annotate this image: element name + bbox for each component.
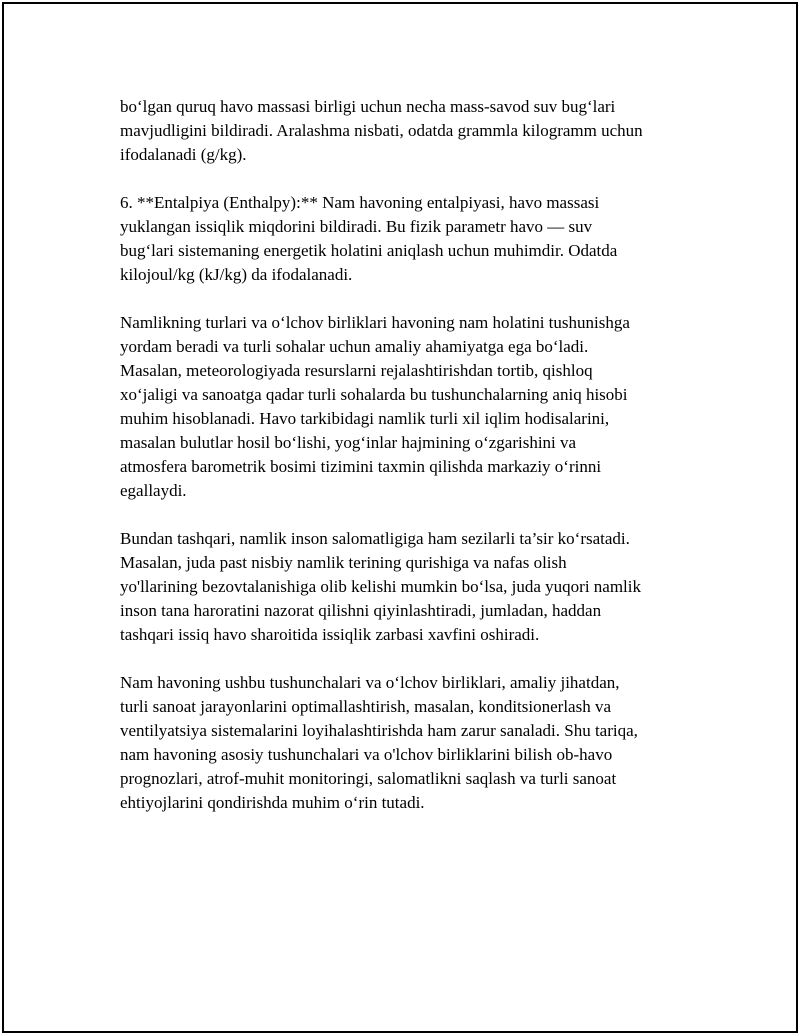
text-line: 6. **Entalpiya (Enthalpy):** Nam havoning entalpiyasi, havo massasi <box>120 193 600 212</box>
text-line: inson tana haroratini nazorat qilishni qiyinlashtiradi, jumladan, haddan <box>120 601 602 620</box>
text-line: Masalan, meteorologiyada resurslarni rejalashtirishdan tortib, qishloq <box>120 361 593 380</box>
text-line: prognozlari, atrof-muhit monitoringi, salomatlikni saqlash va turli sanoat <box>120 769 617 788</box>
text-line: yordam beradi va turli sohalar uchun amaliy ahamiyatga ega bo‘ladi. <box>120 337 589 356</box>
text-line: mavjudligini bildiradi. Aralashma nisbati, odatda grammla kilogramm uchun <box>120 121 643 140</box>
text-line: turli sanoat jarayonlarini optimallashtirish, masalan, konditsionerlash va <box>120 697 611 716</box>
text-line: ehtiyojlarini qondirishda muhim o‘rin tutadi. <box>120 793 425 812</box>
paragraph-conclusion <box>120 671 700 815</box>
text-line: egallaydi. <box>120 481 187 500</box>
text-line: nam havoning asosiy tushunchalari va o'lchov birliklarini bilish ob-havo <box>120 745 613 764</box>
paragraph-enthalpy <box>120 191 700 287</box>
text-line: Namlikning turlari va o‘lchov birliklari havoning nam holatini tushunishga <box>120 313 630 332</box>
text-line: masalan bulutlar hosil bo‘lishi, yog‘inlar hajmining o‘zgarishini va <box>120 433 577 452</box>
text-line: yo'llarining bezovtalanishiga olib kelishi mumkin bo‘lsa, juda yuqori namlik <box>120 577 642 596</box>
text-line: yuklangan issiqlik miqdorini bildiradi. Bu fizik parametr havo — suv <box>120 217 593 236</box>
document-body <box>120 95 700 839</box>
paragraph-mixing-ratio <box>120 95 700 167</box>
text-line: atmosfera barometrik bosimi tizimini taxmin qilishda markaziy o‘rinni <box>120 457 602 476</box>
text-line: kilojoul/kg (kJ/kg) da ifodalanadi. <box>120 265 353 284</box>
text-line: xo‘jaligi va sanoatga qadar turli sohalarda bu tushunchalarning aniq hisobi <box>120 385 628 404</box>
paragraph-humidity-types <box>120 311 700 503</box>
text-line: ventilyatsiya sistemalarini loyihalashtirishda ham zarur sanaladi. Shu tariqa, <box>120 721 638 740</box>
text-line: Masalan, juda past nisbiy namlik terining qurishiga va nafas olish <box>120 553 567 572</box>
text-line: ifodalanadi (g/kg). <box>120 145 247 164</box>
text-line: tashqari issiq havo sharoitida issiqlik zarbasi xavfini oshiradi. <box>120 625 540 644</box>
text-line: Bundan tashqari, namlik inson salomatligiga ham sezilarli ta’sir ko‘rsatadi. <box>120 529 630 548</box>
text-line: bug‘lari sistemaning energetik holatini aniqlash uchun muhimdir. Odatda <box>120 241 618 260</box>
text-line: muhim hisoblanadi. Havo tarkibidagi namlik turli xil iqlim hodisalarini, <box>120 409 610 428</box>
text-line: bo‘lgan quruq havo massasi birligi uchun necha mass-savod suv bug‘lari <box>120 97 616 116</box>
page <box>2 2 798 1033</box>
text-line: Nam havoning ushbu tushunchalari va o‘lchov birliklari, amaliy jihatdan, <box>120 673 620 692</box>
paragraph-health-effects <box>120 527 700 647</box>
